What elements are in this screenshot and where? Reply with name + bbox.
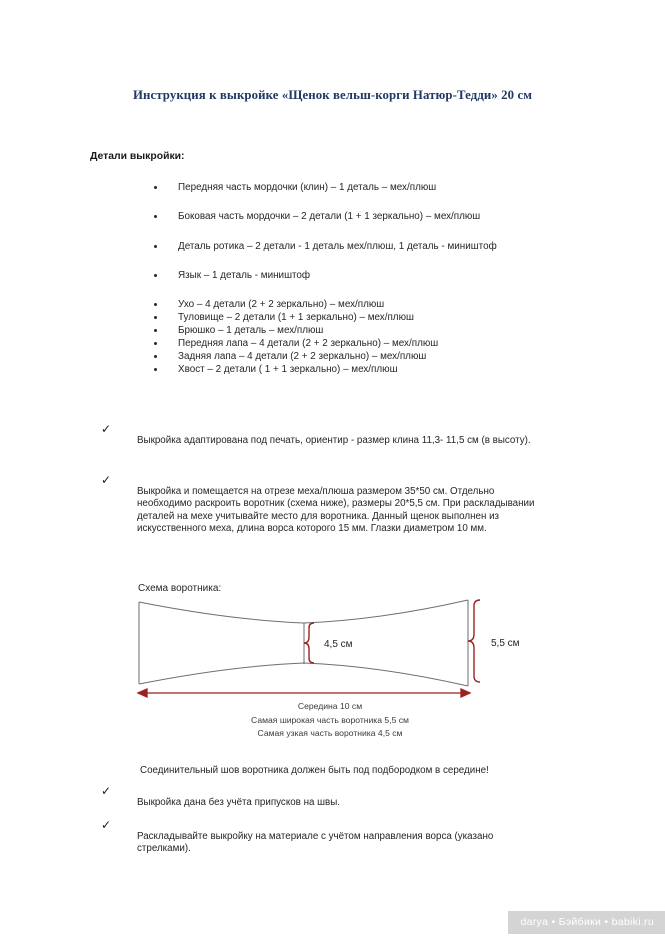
list-item-label: Хвост – 2 детали ( 1 + 1 зеркально) – мех/плюш [178,364,398,375]
list-item-label: Передняя часть мордочки (клин) – 1 деталь – мех/плюш [178,182,437,193]
bullet-icon [154,186,157,189]
collar-captions [150,700,510,741]
note-allowance [101,784,547,809]
list-item-label: Брюшко – 1 деталь – мех/плюш [178,325,324,336]
note-adapted-text: Выкройка адаптирована под печать, ориентир - размер клина 11,3- 11,5 см (в высоту). [137,435,531,446]
list-item-label: Задняя лапа – 4 детали (2 + 2 зеркально) – мех/плюш [178,351,427,362]
note-pile-text: Раскладывайте выкройку на материале с учётом направления ворса (указано стрелками). [137,831,494,855]
list-item [150,181,620,194]
height-annotation-label: 5,5 см [491,638,520,649]
note-seam-text: Соединительный шов воротника должен быть под подбородком в середине! [140,765,489,776]
bullet-icon [154,368,157,371]
bullet-icon [154,355,157,358]
note-seam [140,765,570,777]
list-item-label: Деталь ротика – 2 детали - 1 деталь мех/плюш, 1 деталь - миништоф [178,241,497,252]
list-item [150,240,620,253]
list-item [150,363,620,376]
bullet-icon [154,303,157,306]
note-adapted [101,422,537,447]
caption-widest: Самая широкая часть воротника 5,5 см [251,714,409,725]
note-allowance-text: Выкройка дана без учёта припусков на швы. [137,797,340,808]
list-item [150,350,620,363]
list-item [150,269,620,282]
check-icon: ✓ [101,422,112,436]
bullet-icon [154,274,157,277]
list-item [150,298,620,311]
parts-list [150,181,620,376]
caption-middle: Середина 10 см [297,701,363,711]
page-title: Инструкция к выкройке «Щенок вельш-корги Натюр-Тедди» 20 см [132,88,533,102]
narrow-annotation-label: 4,5 см [324,639,353,650]
list-item [150,210,620,223]
bullet-icon [154,316,157,319]
section-heading-parts: Детали выкройки: [90,151,185,162]
narrow-brace [304,623,314,663]
list-item-label: Туловище – 2 детали (1 + 1 зеркально) – мех/плюш [178,312,414,323]
collar-outline [139,600,468,686]
width-arrow [138,689,470,697]
bullet-icon [154,245,157,248]
watermark: darya • Бэйбики • babiki.ru [508,911,665,934]
height-brace [468,600,480,682]
check-icon: ✓ [101,818,112,832]
list-item-label: Язык – 1 деталь - миништоф [178,270,311,281]
list-item [150,324,620,337]
list-item-label: Ухо – 4 детали (2 + 2 зеркально) – мех/плюш [178,299,385,310]
check-icon: ✓ [101,473,112,487]
caption-narrowest: Самая узкая часть воротника 4,5 см [257,728,403,738]
note-layout [101,473,539,536]
bullet-icon [154,329,157,332]
list-item-label: Передняя лапа – 4 детали (2 + 2 зеркально) – мех/плюш [178,338,439,349]
bullet-icon [154,215,157,218]
check-icon: ✓ [101,784,112,798]
list-item [150,311,620,324]
list-item [150,337,620,350]
collar-scheme-label: Схема воротника: [138,583,222,594]
list-item-label: Боковая часть мордочки – 2 детали (1 + 1 зеркально) – мех/плюш [178,211,481,222]
note-layout-text: Выкройка и помещается на отрезе меха/плюша размером 35*50 см. Отдельно необходимо раскроить воротник (схема ниже), размеры 20*5,5 см. При раскладывании деталей на мехе учитывайте место для воротника. Данный щенок выполнен из искусственного меха, длина ворса которого 15 мм. Глазки диаметром 10 мм. [137,486,535,535]
note-pile-direction [101,818,549,856]
bullet-icon [154,342,157,345]
collar-diagram [130,598,530,703]
collar-diagram-svg [130,598,530,703]
